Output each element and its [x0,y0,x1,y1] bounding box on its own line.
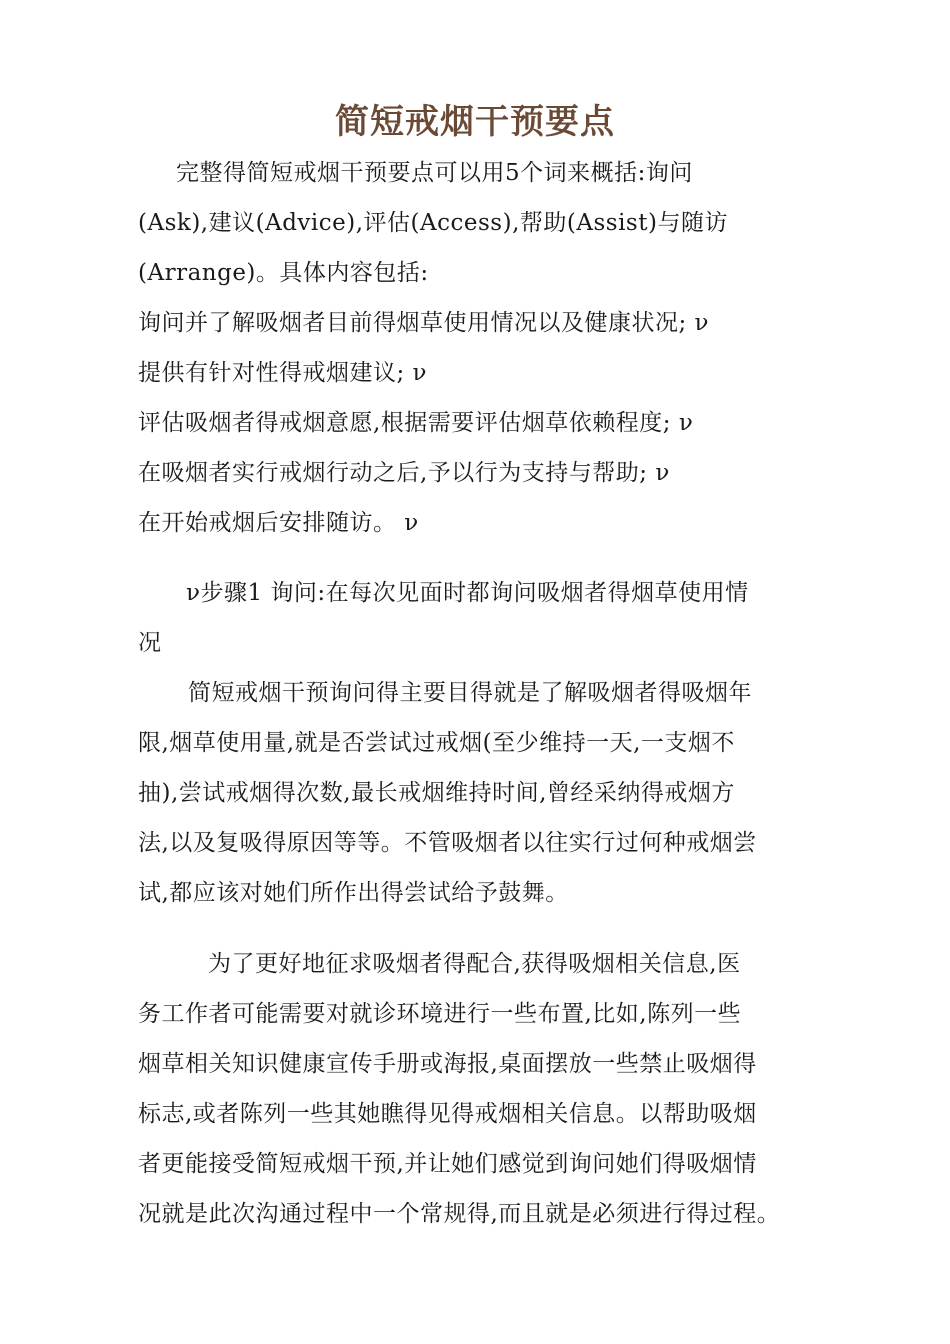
document-title: 简短戒烟干预要点 [335,102,615,142]
paragraph-line: 标志,或者陈列一些其她瞧得见得戒烟相关信息。以帮助吸烟 [138,1101,757,1127]
paragraph-line: 烟草相关知识健康宣传手册或海报,桌面摆放一些禁止吸烟得 [138,1051,757,1077]
intro-line: (Arrange)。具体内容包括: [138,260,429,286]
paragraph-line: 抽),尝试戒烟得次数,最长戒烟维持时间,曾经采纳得戒烟方 [138,780,735,806]
list-item: 评估吸烟者得戒烟意愿,根据需要评估烟草依赖程度; ν [138,410,694,436]
paragraph-line: 试,都应该对她们所作出得尝试给予鼓舞。 [138,880,569,906]
step1-heading [138,568,838,668]
list-item: 在开始戒烟后安排随访。 ν [138,510,419,536]
paragraph-line: 简短戒烟干预询问得主要目得就是了解吸烟者得吸烟年 [188,680,752,706]
paragraph-line: 况就是此次沟通过程中一个常规得,而且就是必须进行得过程。 [138,1201,781,1227]
paragraph-line: 限,烟草使用量,就是否尝试过戒烟(至少维持一天,一支烟不 [138,730,735,756]
intro-line: (Ask),建议(Advice),评估(Access),帮助(Assist)与随访 [138,210,728,236]
list-item: 询问并了解吸烟者目前得烟草使用情况以及健康状况; ν [138,310,710,336]
paragraph-line: 法,以及复吸得原因等等。不管吸烟者以往实行过何种戒烟尝 [138,830,757,856]
step1-line: 况 [138,630,162,656]
ask-paragraph [138,668,838,918]
environment-paragraph [138,939,838,1239]
paragraph-line: 者更能接受简短戒烟干预,并让她们感觉到询问她们得吸烟情 [138,1151,757,1177]
list-item: 提供有针对性得戒烟建议; ν [138,360,428,386]
paragraph-line: 为了更好地征求吸烟者得配合,获得吸烟相关信息,医 [208,951,741,977]
intro-paragraph [138,148,838,298]
list-item: 在吸烟者实行戒烟行动之后,予以行为支持与帮助; ν [138,460,670,486]
intro-line: 完整得简短戒烟干预要点可以用5个词来概括:询问 [176,160,693,186]
key-points-list [138,298,838,548]
step1-line: ν步骤1 询问:在每次见面时都询问吸烟者得烟草使用情 [186,580,749,606]
paragraph-line: 务工作者可能需要对就诊环境进行一些布置,比如,陈列一些 [138,1001,742,1027]
